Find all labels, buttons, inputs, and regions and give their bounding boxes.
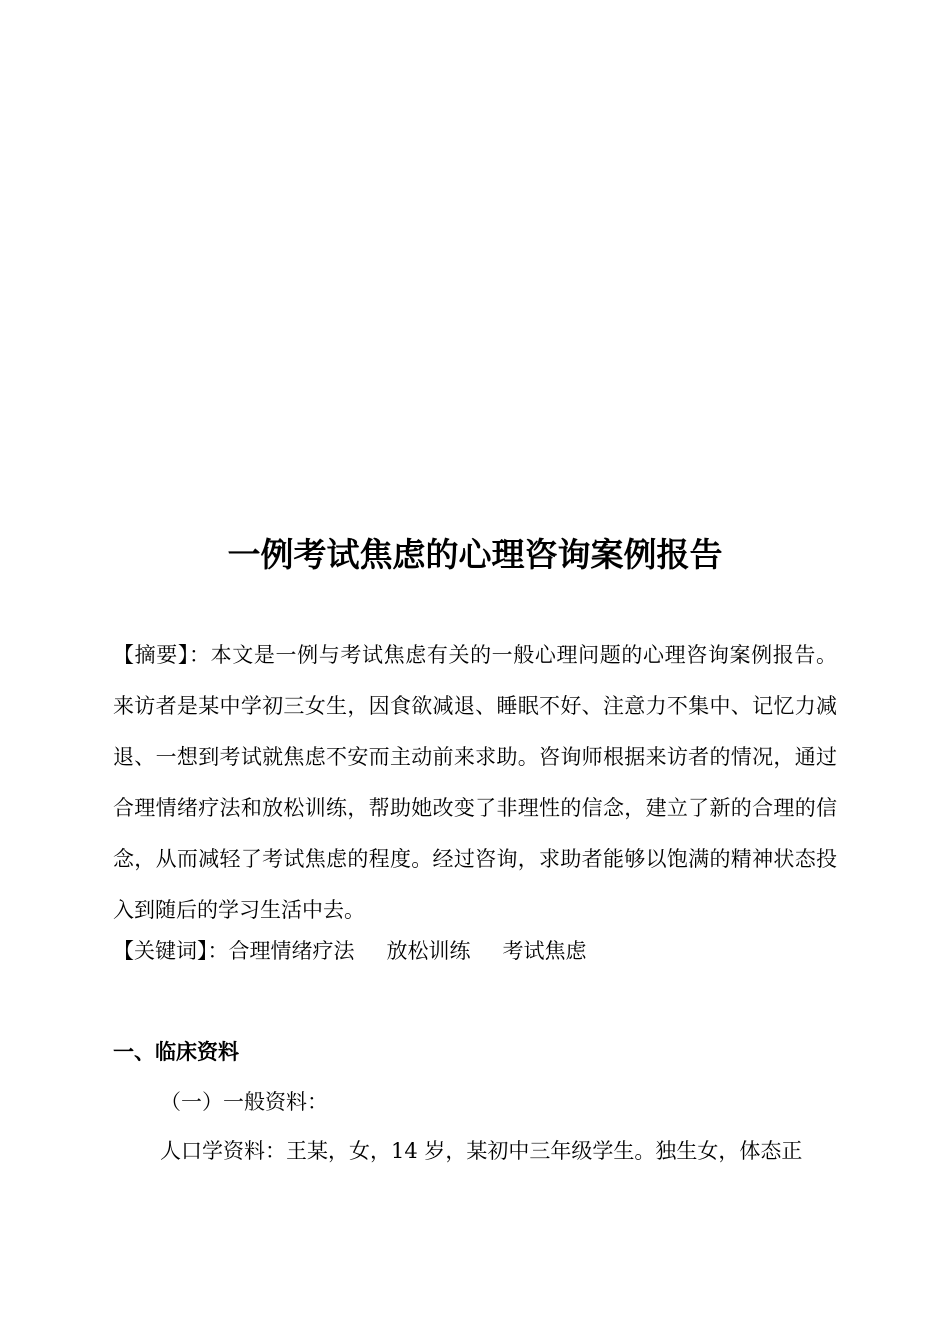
keyword-item: 放松训练 bbox=[386, 939, 471, 963]
keyword-item: 合理情绪疗法 bbox=[228, 939, 355, 963]
section-heading: 一、临床资料 bbox=[113, 1040, 239, 1064]
document-title: 一例考试焦虑的心理咨询案例报告 bbox=[227, 535, 723, 574]
keywords-line bbox=[113, 927, 837, 975]
subsection-heading: （一）一般资料： bbox=[160, 1090, 328, 1114]
keyword-item: 考试焦虑 bbox=[502, 939, 587, 963]
body-paragraph: 人口学资料：王某，女，14 岁，某初中三年级学生。独生女，体态正 bbox=[160, 1139, 803, 1163]
abstract-paragraph bbox=[113, 630, 837, 936]
abstract-text: 本文是一例与考试焦虑有关的一般心理问题的心理咨询案例报告。来访者是某中学初三女生，因食欲减退、睡眠不好、注意力不集中、记忆力减退、一想到考试就焦虑不安而主动前来求助。咨询师根据来访者的情况，通过合理情绪疗法和放松训练，帮助她改变了非理性的信念，建立了新的合理的信念，从而减轻了考试焦虑的程度。经过咨询，求助者能够以饱满的精神状态投入到随后的学习生活中去。 bbox=[113, 643, 838, 922]
keywords-label: 【关键词】： bbox=[113, 939, 229, 963]
abstract-label: 【摘要】： bbox=[113, 643, 211, 667]
